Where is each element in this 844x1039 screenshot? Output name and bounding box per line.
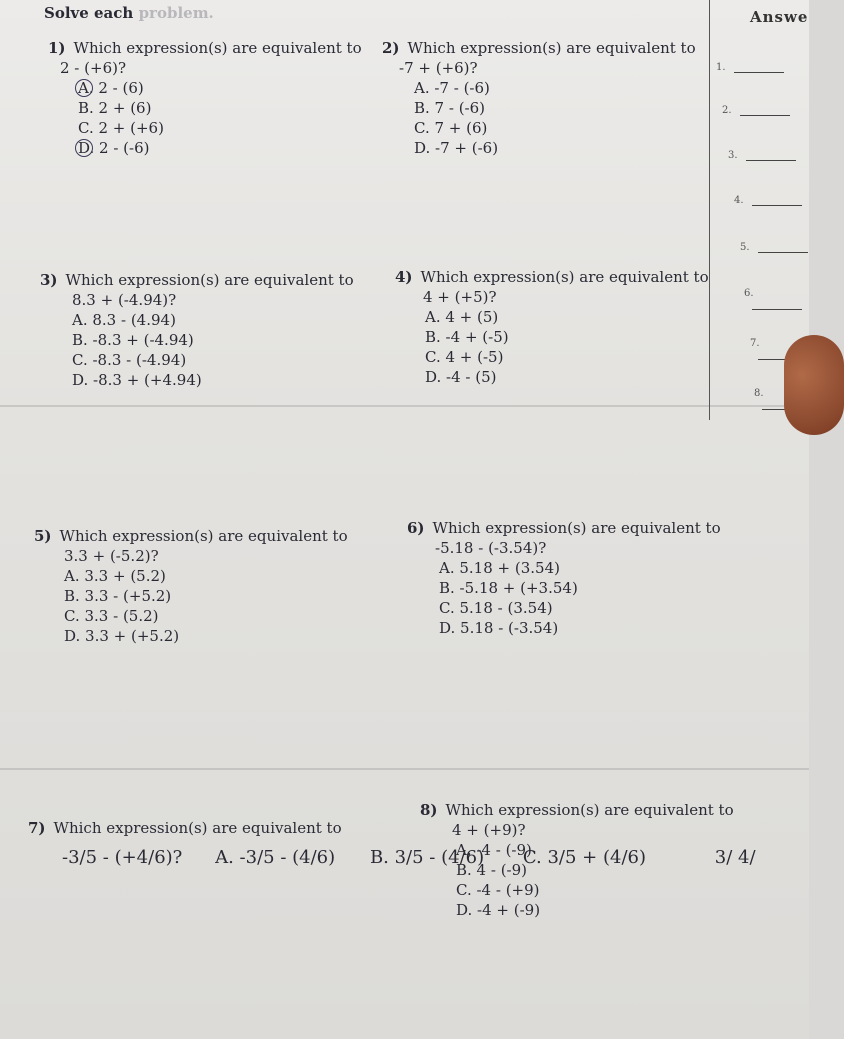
thumb (784, 335, 844, 435)
header-title: Solve each (44, 4, 134, 22)
problem-4 (395, 267, 709, 387)
option-c: C. 7 + (6) (414, 119, 488, 137)
option-b: B. -8.3 + (-4.94) (72, 331, 194, 349)
problem-expression: 2 - (+6)? (60, 59, 127, 77)
problem-number: 8) (420, 801, 438, 819)
option-d-circled: D. 2 - (-6) (78, 139, 150, 157)
answer-line-4[interactable]: 4. (734, 195, 802, 206)
problem-expression: 3.3 + (-5.2)? (64, 547, 159, 565)
answers-title: Answe (750, 8, 809, 26)
option-b: B. 4 - (-9) (456, 861, 528, 879)
option-a: A. 5.18 + (3.54) (439, 559, 560, 577)
option-a: A. 4 + (5) (425, 308, 499, 326)
option-d: D. -8.3 + (+4.94) (72, 371, 202, 389)
option-d: D. -4 - (5) (425, 368, 497, 386)
problem-number: 6) (407, 519, 425, 537)
problem-number: 1) (48, 39, 66, 57)
problem-3 (40, 270, 354, 390)
problem-number: 7) (28, 819, 46, 837)
problem-2 (382, 38, 696, 158)
worksheet-header (44, 4, 214, 22)
answer-line-8[interactable]: 8. (754, 388, 812, 410)
problem-number: 4) (395, 268, 413, 286)
problem-6 (407, 518, 721, 638)
answer-line-1[interactable]: 1. (716, 62, 784, 73)
problem-question: Which expression(s) are equivalent to (407, 39, 696, 57)
answer-line-5[interactable]: 5. (740, 242, 808, 253)
option-a: A. -4 - (-9) (456, 841, 532, 859)
problem-question: Which expression(s) are equivalent to (420, 268, 709, 286)
problem-expression: 4 + (+9)? (452, 821, 526, 839)
fold-line (0, 768, 809, 770)
fold-line (0, 405, 809, 407)
problem-question: Which expression(s) are equivalent to (65, 271, 354, 289)
problem-question: Which expression(s) are equivalent to (432, 519, 721, 537)
problem-expression: -3/5 - (+4/6)? (62, 847, 183, 868)
problem-expression: -5.18 - (-3.54)? (435, 539, 547, 557)
option-c: C. 3.3 - (5.2) (64, 607, 159, 625)
option-b: B. -5.18 + (+3.54) (439, 579, 578, 597)
problem-expression: 4 + (+5)? (423, 288, 497, 306)
problem-number: 5) (34, 527, 52, 545)
option-a: A. -7 - (-6) (414, 79, 490, 97)
problem-expression: 8.3 + (-4.94)? (72, 291, 177, 309)
option-d: D. 5.18 - (-3.54) (439, 619, 559, 637)
problem-5 (34, 526, 348, 646)
problem-8 (420, 800, 734, 920)
option-a: A. 3.3 + (5.2) (64, 567, 166, 585)
option-b: B. 2 + (6) (78, 99, 152, 117)
option-a-circled: A. 2 - (6) (78, 79, 144, 97)
option-b: B. 3/5 - (4/6) (369, 847, 485, 868)
option-b: B. 7 - (-6) (414, 99, 486, 117)
problem-number: 2) (382, 39, 400, 57)
option-a: A. -3/5 - (4/6) (215, 847, 336, 868)
problem-question: Which expression(s) are equivalent to (59, 527, 348, 545)
problem-number: 3) (40, 271, 58, 289)
answer-line-6[interactable]: 6. (744, 288, 810, 310)
problem-question: Which expression(s) are equivalent to (445, 801, 734, 819)
option-b: B. 3.3 - (+5.2) (64, 587, 172, 605)
option-c: C. 5.18 - (3.54) (439, 599, 553, 617)
option-c: C. 4 + (-5) (425, 348, 504, 366)
option-b: B. -4 + (-5) (425, 328, 509, 346)
option-c: C. 2 + (+6) (78, 119, 164, 137)
header-title-faded: problem. (138, 4, 214, 22)
option-d-partial: 3/ 4/ (714, 847, 756, 868)
option-c: C. -8.3 - (-4.94) (72, 351, 187, 369)
option-d: D. -4 + (-9) (456, 901, 541, 919)
option-c: C. -4 - (+9) (456, 881, 540, 899)
problem-1 (48, 38, 362, 158)
answer-line-7[interactable]: 7. (750, 338, 810, 360)
problem-expression: -7 + (+6)? (399, 59, 478, 77)
option-d: D. -7 + (-6) (414, 139, 499, 157)
answer-line-3[interactable]: 3. (728, 150, 796, 161)
option-a: A. 8.3 - (4.94) (72, 311, 176, 329)
answer-line-2[interactable]: 2. (722, 105, 790, 116)
problem-question: Which expression(s) are equivalent to (73, 39, 362, 57)
option-d: D. 3.3 + (+5.2) (64, 627, 180, 645)
problem-question: Which expression(s) are equivalent to (53, 819, 342, 837)
option-c: C. 3/5 + (4/6) (522, 847, 646, 868)
